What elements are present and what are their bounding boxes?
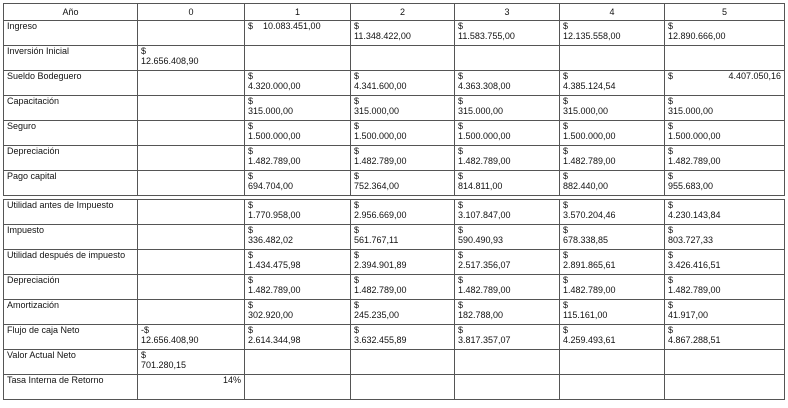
table-row bbox=[4, 96, 785, 121]
currency-sign: $ bbox=[563, 225, 569, 235]
currency-sign: $ bbox=[248, 250, 254, 260]
amount-value: 2.956.669,00 bbox=[354, 210, 407, 220]
value-cell bbox=[351, 225, 455, 250]
amount-value: 315.000,00 bbox=[248, 106, 294, 116]
amount-value: 182.788,00 bbox=[458, 310, 504, 320]
value-cell bbox=[560, 146, 665, 171]
row-label-pago-capital: Pago capital bbox=[4, 171, 138, 196]
row-label-depreciacion: Depreciación bbox=[4, 275, 138, 300]
amount-value: 12.890.666,00 bbox=[668, 31, 726, 41]
currency-sign: $ bbox=[354, 171, 360, 181]
value-cell bbox=[245, 275, 351, 300]
value-cell bbox=[245, 200, 351, 225]
currency-sign: $ bbox=[563, 250, 569, 260]
value-cell bbox=[245, 171, 351, 196]
currency-sign: $ bbox=[354, 96, 360, 106]
value-cell bbox=[245, 21, 351, 46]
currency-sign: $ bbox=[248, 275, 254, 285]
row-label-sueldo-bodeguero: Sueldo Bodeguero bbox=[4, 71, 138, 96]
currency-sign: $ bbox=[563, 71, 569, 81]
table-row bbox=[4, 21, 785, 46]
table-row bbox=[4, 200, 785, 225]
currency-sign: $ bbox=[354, 200, 360, 210]
currency-sign: $ bbox=[354, 325, 360, 335]
value-cell bbox=[351, 375, 455, 400]
amount-value: 2.517.356,07 bbox=[458, 260, 511, 270]
value-cell bbox=[560, 350, 665, 375]
value-cell bbox=[351, 71, 455, 96]
value-cell bbox=[560, 121, 665, 146]
amount-value: 561.767,11 bbox=[354, 235, 399, 245]
amount-value: 1.482.789,00 bbox=[563, 285, 616, 295]
value-cell bbox=[560, 250, 665, 275]
amount-value: 694.704,00 bbox=[248, 181, 294, 191]
table-row bbox=[4, 121, 785, 146]
value-cell bbox=[455, 350, 560, 375]
value-cell bbox=[455, 96, 560, 121]
value-cell bbox=[665, 200, 785, 225]
amount-value: 302.920,00 bbox=[248, 310, 294, 320]
currency-sign: $ bbox=[458, 325, 464, 335]
value-cell bbox=[455, 200, 560, 225]
value-cell bbox=[245, 96, 351, 121]
amount-value: 2.614.344,98 bbox=[248, 335, 301, 345]
currency-sign: $ bbox=[248, 71, 254, 81]
currency-sign: $ bbox=[668, 121, 674, 131]
amount-value: 4.385.124,54 bbox=[563, 81, 616, 91]
value-cell bbox=[138, 300, 245, 325]
value-cell bbox=[455, 225, 560, 250]
amount-value: 12.135.558,00 bbox=[563, 31, 621, 41]
value-cell bbox=[665, 250, 785, 275]
currency-sign: $ bbox=[354, 250, 360, 260]
amount-value: 4.259.493,61 bbox=[563, 335, 616, 345]
value-cell bbox=[138, 250, 245, 275]
value-cell bbox=[665, 71, 785, 96]
value-cell bbox=[560, 325, 665, 350]
amount-value: 12.656.408,90 bbox=[141, 335, 199, 345]
currency-sign: $ bbox=[458, 250, 464, 260]
value-cell bbox=[351, 325, 455, 350]
currency-sign: $ bbox=[248, 146, 254, 156]
currency-sign: $ bbox=[248, 21, 254, 31]
amount-value: 336.482,02 bbox=[248, 235, 294, 245]
value-cell bbox=[665, 225, 785, 250]
row-label-utilidad-despues-de-impuesto: Utilidad después de impuesto bbox=[4, 250, 138, 275]
value-cell bbox=[138, 71, 245, 96]
currency-sign: $ bbox=[563, 121, 569, 131]
currency-sign: $ bbox=[668, 225, 674, 235]
value-cell bbox=[665, 325, 785, 350]
value-cell bbox=[245, 71, 351, 96]
value-cell bbox=[665, 350, 785, 375]
currency-sign: $ bbox=[668, 21, 674, 31]
currency-sign: $ bbox=[563, 200, 569, 210]
value-cell bbox=[455, 46, 560, 71]
table-row bbox=[4, 350, 785, 375]
value-cell bbox=[245, 250, 351, 275]
value-cell bbox=[351, 200, 455, 225]
value-cell bbox=[560, 21, 665, 46]
currency-sign: $ bbox=[668, 71, 674, 81]
value-cell bbox=[665, 146, 785, 171]
header-year-0: 0 bbox=[138, 4, 245, 21]
amount-value: 1.500.000,00 bbox=[354, 131, 407, 141]
amount-value: 11.583.755,00 bbox=[458, 31, 515, 41]
currency-sign: $ bbox=[248, 171, 254, 181]
table-row bbox=[4, 146, 785, 171]
value-cell bbox=[351, 46, 455, 71]
currency-sign: $ bbox=[668, 171, 674, 181]
value-cell bbox=[351, 250, 455, 275]
header-year-5: 5 bbox=[665, 4, 785, 21]
value-cell bbox=[455, 21, 560, 46]
value-cell bbox=[560, 275, 665, 300]
value-cell bbox=[351, 146, 455, 171]
value-cell bbox=[351, 350, 455, 375]
value-cell bbox=[138, 275, 245, 300]
amount-value: 1.482.789,00 bbox=[668, 285, 721, 295]
value-cell bbox=[138, 375, 245, 400]
value-cell bbox=[665, 96, 785, 121]
value-cell bbox=[351, 21, 455, 46]
currency-sign: $ bbox=[668, 325, 674, 335]
amount-value: 701.280,15 bbox=[141, 360, 187, 370]
amount-value: 752.364,00 bbox=[354, 181, 400, 191]
currency-sign: $ bbox=[354, 275, 360, 285]
value-cell bbox=[560, 171, 665, 196]
amount-value: 1.482.789,00 bbox=[668, 156, 721, 166]
currency-sign: $ bbox=[248, 225, 254, 235]
row-label-ingreso: Ingreso bbox=[4, 21, 138, 46]
currency-sign: $ bbox=[563, 146, 569, 156]
amount-value: 3.817.357,07 bbox=[458, 335, 511, 345]
row-label-inversion-inicial: Inversión Inicial bbox=[4, 46, 138, 71]
currency-sign: $ bbox=[354, 300, 360, 310]
amount-value: 590.490,93 bbox=[458, 235, 504, 245]
currency-sign: $ bbox=[354, 225, 360, 235]
currency-sign: $ bbox=[141, 46, 147, 56]
amount-value: 814.811,00 bbox=[458, 181, 503, 191]
currency-sign: $ bbox=[668, 96, 674, 106]
currency-sign: $ bbox=[668, 300, 674, 310]
value-cell bbox=[245, 46, 351, 71]
value-cell bbox=[560, 300, 665, 325]
currency-sign: $ bbox=[248, 325, 254, 335]
amount-value: 4.230.143,84 bbox=[668, 210, 721, 220]
row-label-valor-actual-neto: Valor Actual Neto bbox=[4, 350, 138, 375]
currency-sign: $ bbox=[563, 300, 569, 310]
currency-sign: $ bbox=[458, 300, 464, 310]
value-cell bbox=[351, 275, 455, 300]
amount-value: 955.683,00 bbox=[668, 181, 714, 191]
amount-value: 115.161,00 bbox=[563, 310, 608, 320]
value-cell bbox=[455, 250, 560, 275]
currency-sign: $ bbox=[248, 300, 254, 310]
value-cell bbox=[455, 71, 560, 96]
value-cell bbox=[560, 200, 665, 225]
currency-sign: $ bbox=[458, 275, 464, 285]
currency-sign: $ bbox=[141, 350, 147, 360]
currency-sign: $ bbox=[248, 96, 254, 106]
currency-sign: $ bbox=[458, 200, 464, 210]
value-cell bbox=[665, 275, 785, 300]
amount-value: 10.083.451,00 bbox=[263, 21, 321, 31]
value-cell bbox=[455, 146, 560, 171]
value-cell bbox=[138, 225, 245, 250]
amount-value: 2.394.901,89 bbox=[354, 260, 407, 270]
currency-sign: $ bbox=[563, 275, 569, 285]
currency-sign: -$ bbox=[141, 325, 150, 335]
currency-sign: $ bbox=[354, 21, 360, 31]
amount-value: 11.348.422,00 bbox=[354, 31, 411, 41]
value-cell bbox=[138, 146, 245, 171]
value-cell bbox=[351, 300, 455, 325]
value-cell bbox=[560, 46, 665, 71]
table-row bbox=[4, 250, 785, 275]
amount-value: 41.917,00 bbox=[668, 310, 709, 320]
amount-value: 14% bbox=[222, 375, 241, 385]
amount-value: 4.341.600,00 bbox=[354, 81, 407, 91]
value-cell bbox=[138, 121, 245, 146]
currency-sign: $ bbox=[563, 21, 569, 31]
row-label-amortizacion: Amortización bbox=[4, 300, 138, 325]
value-cell bbox=[138, 200, 245, 225]
currency-sign: $ bbox=[458, 21, 464, 31]
value-cell bbox=[455, 300, 560, 325]
currency-sign: $ bbox=[458, 96, 464, 106]
value-cell bbox=[245, 225, 351, 250]
currency-sign: $ bbox=[563, 171, 569, 181]
amount-value: 2.891.865,61 bbox=[563, 260, 616, 270]
table-row bbox=[4, 375, 785, 400]
table-row bbox=[4, 300, 785, 325]
amount-value: 1.482.789,00 bbox=[354, 285, 407, 295]
amount-value: 4.320.000,00 bbox=[248, 81, 301, 91]
value-cell bbox=[138, 46, 245, 71]
value-cell bbox=[351, 171, 455, 196]
currency-sign: $ bbox=[458, 146, 464, 156]
value-cell bbox=[455, 171, 560, 196]
value-cell bbox=[560, 96, 665, 121]
currency-sign: $ bbox=[668, 275, 674, 285]
table-row bbox=[4, 275, 785, 300]
amount-value: 315.000,00 bbox=[354, 106, 400, 116]
amount-value: 1.500.000,00 bbox=[248, 131, 301, 141]
value-cell bbox=[351, 121, 455, 146]
value-cell bbox=[138, 325, 245, 350]
currency-sign: $ bbox=[354, 121, 360, 131]
amount-value: 1.770.958,00 bbox=[248, 210, 301, 220]
amount-value: 4.363.308,00 bbox=[458, 81, 511, 91]
currency-sign: $ bbox=[458, 171, 464, 181]
amount-value: 678.338,85 bbox=[563, 235, 609, 245]
amount-value: 882.440,00 bbox=[563, 181, 609, 191]
amount-value: 3.426.416,51 bbox=[668, 260, 721, 270]
currency-sign: $ bbox=[458, 121, 464, 131]
amount-value: 12.656.408,90 bbox=[141, 56, 199, 66]
amount-value: 315.000,00 bbox=[668, 106, 714, 116]
row-label-utilidad-antes-de-impuesto: Utilidad antes de Impuesto bbox=[4, 200, 138, 225]
amount-value: 315.000,00 bbox=[563, 106, 609, 116]
header-year-label: Año bbox=[4, 4, 138, 21]
amount-value: 3.632.455,89 bbox=[354, 335, 407, 345]
value-cell bbox=[351, 96, 455, 121]
amount-value: 4.867.288,51 bbox=[668, 335, 721, 345]
header-year-4: 4 bbox=[560, 4, 665, 21]
value-cell bbox=[455, 375, 560, 400]
value-cell bbox=[138, 350, 245, 375]
header-year-1: 1 bbox=[245, 4, 351, 21]
value-cell bbox=[138, 96, 245, 121]
currency-sign: $ bbox=[248, 200, 254, 210]
value-cell bbox=[245, 300, 351, 325]
currency-sign: $ bbox=[668, 250, 674, 260]
value-cell bbox=[560, 225, 665, 250]
value-cell bbox=[665, 300, 785, 325]
table-row bbox=[4, 46, 785, 71]
amount-value: 1.500.000,00 bbox=[458, 131, 511, 141]
value-cell bbox=[138, 171, 245, 196]
value-cell bbox=[245, 350, 351, 375]
amount-value: 1.482.789,00 bbox=[248, 156, 301, 166]
value-cell bbox=[665, 21, 785, 46]
amount-value: 245.235,00 bbox=[354, 310, 400, 320]
value-cell bbox=[455, 121, 560, 146]
amount-value: 3.107.847,00 bbox=[458, 210, 511, 220]
value-cell bbox=[665, 121, 785, 146]
currency-sign: $ bbox=[458, 71, 464, 81]
currency-sign: $ bbox=[563, 96, 569, 106]
amount-value: 3.570.204,46 bbox=[563, 210, 616, 220]
value-cell bbox=[245, 375, 351, 400]
currency-sign: $ bbox=[563, 325, 569, 335]
value-cell bbox=[455, 275, 560, 300]
row-label-flujo-de-caja-neto: Flujo de caja Neto bbox=[4, 325, 138, 350]
value-cell bbox=[455, 325, 560, 350]
amount-value: 1.500.000,00 bbox=[668, 131, 721, 141]
value-cell bbox=[665, 171, 785, 196]
header-row bbox=[4, 4, 785, 21]
table-row bbox=[4, 325, 785, 350]
table-row bbox=[4, 71, 785, 96]
amount-value: 1.482.789,00 bbox=[248, 285, 301, 295]
value-cell bbox=[665, 375, 785, 400]
value-cell bbox=[245, 121, 351, 146]
header-year-3: 3 bbox=[455, 4, 560, 21]
amount-value: 1.434.475,98 bbox=[248, 260, 301, 270]
amount-value: 1.482.789,00 bbox=[458, 156, 511, 166]
table-row bbox=[4, 225, 785, 250]
row-label-capacitacion: Capacitación bbox=[4, 96, 138, 121]
value-cell bbox=[665, 46, 785, 71]
amount-value: 1.482.789,00 bbox=[458, 285, 511, 295]
value-cell bbox=[560, 71, 665, 96]
row-label-tasa-interna-de-retorno: Tasa Interna de Retorno bbox=[4, 375, 138, 400]
amount-value: 1.482.789,00 bbox=[354, 156, 407, 166]
amount-value: 1.482.789,00 bbox=[563, 156, 616, 166]
currency-sign: $ bbox=[248, 121, 254, 131]
amount-value: 803.727,33 bbox=[668, 235, 714, 245]
row-label-impuesto: Impuesto bbox=[4, 225, 138, 250]
row-label-seguro: Seguro bbox=[4, 121, 138, 146]
amount-value: 1.500.000,00 bbox=[563, 131, 616, 141]
amount-value: 315.000,00 bbox=[458, 106, 504, 116]
value-cell bbox=[245, 325, 351, 350]
amount-value: 4.407.050,16 bbox=[728, 71, 781, 81]
table-row bbox=[4, 171, 785, 196]
currency-sign: $ bbox=[668, 146, 674, 156]
row-label-depreciacion: Depreciación bbox=[4, 146, 138, 171]
header-year-2: 2 bbox=[351, 4, 455, 21]
cash-flow-table bbox=[3, 3, 785, 400]
currency-sign: $ bbox=[354, 71, 360, 81]
value-cell bbox=[560, 375, 665, 400]
value-cell bbox=[138, 21, 245, 46]
currency-sign: $ bbox=[354, 146, 360, 156]
value-cell bbox=[245, 146, 351, 171]
currency-sign: $ bbox=[458, 225, 464, 235]
currency-sign: $ bbox=[668, 200, 674, 210]
